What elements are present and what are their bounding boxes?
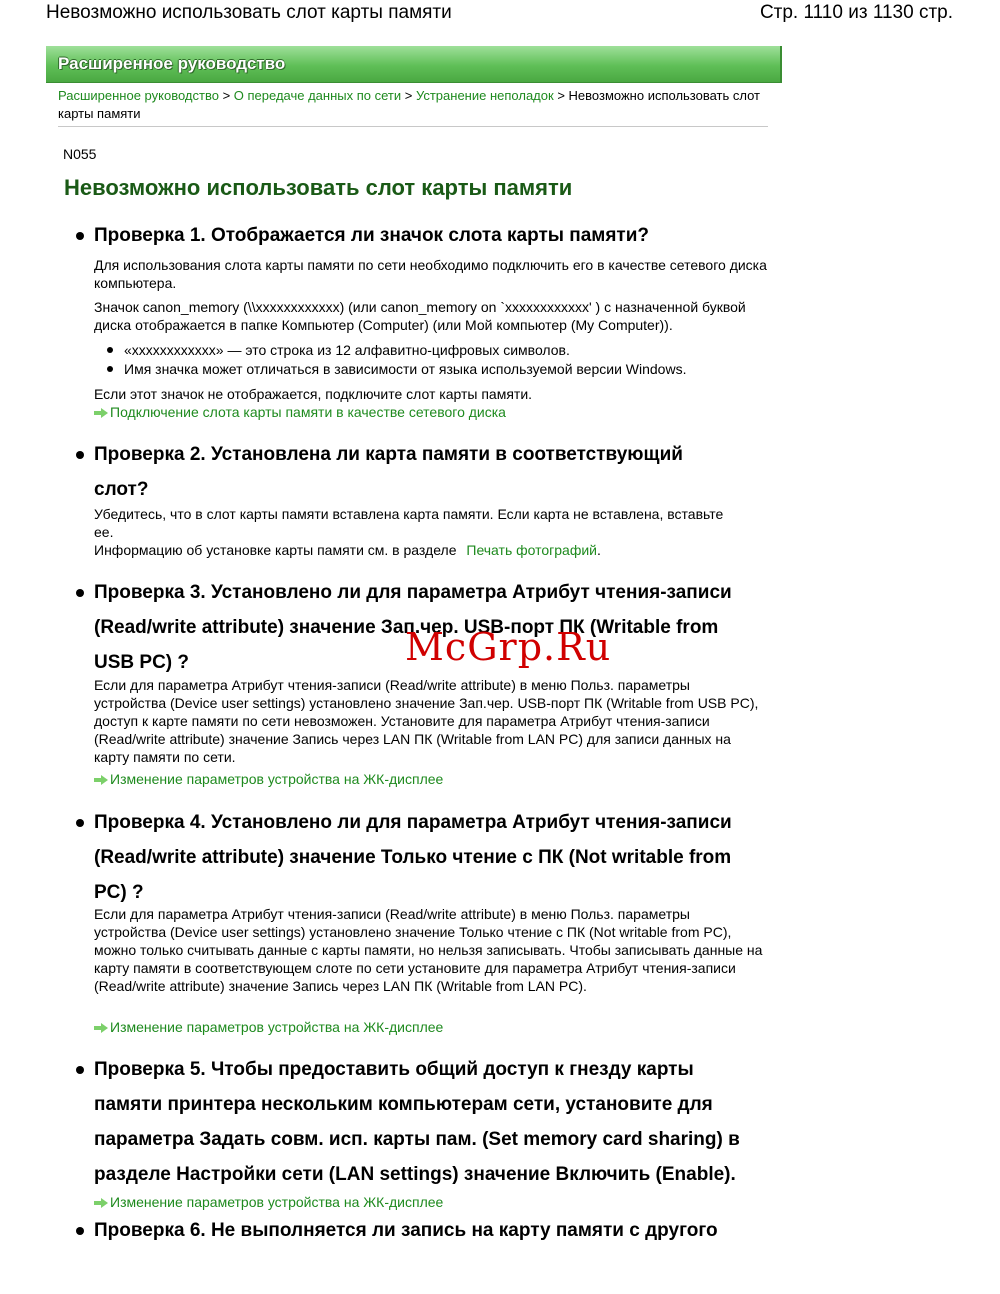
arrow-right-icon	[94, 1023, 108, 1033]
breadcrumb-link-advanced-guide[interactable]: Расширенное руководство	[58, 88, 219, 103]
watermark: McGrp.Ru	[405, 625, 612, 669]
page-header-title: Невозможно использовать слот карты памяти	[46, 2, 452, 23]
check-3-paragraph-1: Если для параметра Атрибут чтения-записи (Read/write attribute) в меню Польз. параметры устройства (Device user settings) установлено значение Зап.чер. USB-порт ПК (Writable from USB PC), доступ к карте памяти по сети невозможен. Установите для параметра Атрибут чтения-записи (Read/write attribute) значение Запись через LAN ПК (Writable from LAN PC) для записи данных на карту памяти по сети.	[94, 677, 759, 765]
bullet-icon	[76, 819, 84, 827]
check-3-heading-line-2: (Read/write attribute) значение Зап.чер. USB-порт ПК (Writable from	[94, 617, 719, 638]
link-connect-memory-slot[interactable]: Подключение слота карты памяти в качестве сетевого диска	[110, 404, 506, 420]
check-5-heading-line-2: памяти принтера нескольким компьютерам сети, установите для	[94, 1094, 713, 1115]
check-6-heading: Проверка 6. Не выполняется ли запись на карту памяти с другого	[94, 1220, 718, 1241]
arrow-right-icon	[94, 775, 108, 785]
sub-bullet-icon	[107, 347, 113, 353]
check-4-paragraph-1: Если для параметра Атрибут чтения-записи (Read/write attribute) в меню Польз. параметры устройства (Device user settings) установлено значение Только чтение с ПК (Not writable from PC), можно только считывать данные с карты памяти, но нельзя записывать. Чтобы записывать данные на карту памяти в соответствующем слоте по сети установите для параметра Атрибут чтения-записи (Read/write attribute) значение Запись через LAN ПК (Writable from LAN PC).	[94, 906, 763, 994]
check-1-paragraph-1: Для использования слота карты памяти по сети необходимо подключить его в качестве сетевого диска компьютера.	[94, 257, 767, 291]
check-5-heading-line-1: Проверка 5. Чтобы предоставить общий доступ к гнезду карты	[94, 1059, 694, 1080]
breadcrumb-link-troubleshooting[interactable]: Устранение неполадок	[415, 88, 554, 103]
page-title: Невозможно использовать слот карты памяти	[64, 175, 573, 200]
check-1-heading: Проверка 1. Отображается ли значок слота карты памяти?	[94, 225, 650, 246]
check-1-after-text: Если этот значок не отображается, подключите слот карты памяти.	[94, 386, 533, 402]
check-4-heading-line-2: (Read/write attribute) значение Только чтение с ПК (Not writable from	[94, 847, 732, 868]
link-change-device-settings[interactable]: Изменение параметров устройства на ЖК-дисплее	[110, 771, 444, 787]
check-2-ref-text: Информацию об установке карты памяти см. в разделе	[94, 542, 457, 558]
arrow-right-icon	[94, 1198, 108, 1208]
arrow-right-icon	[94, 408, 108, 418]
check-1-paragraph-2: Значок canon_memory (\\xxxxxxxxxxxx) (или canon_memory on `xxxxxxxxxxxx' ) с назначенной буквой диска отображается в папке Компьютер (Computer) (или Мой компьютер (My Computer)).	[94, 299, 746, 333]
check-1-link-row	[94, 403, 774, 421]
check-2-heading-line-1: Проверка 2. Установлена ли карта памяти в соответствующий	[94, 444, 683, 465]
breadcrumb-separator: >	[557, 88, 565, 103]
bullet-icon	[76, 589, 84, 597]
check-4-heading-line-3: PC) ?	[94, 882, 144, 903]
check-4-heading	[94, 805, 774, 910]
check-2-heading	[94, 437, 774, 507]
check-2-ref-end: .	[597, 542, 601, 558]
sub-bullet-icon	[107, 366, 113, 372]
section-banner	[46, 46, 782, 83]
bullet-icon	[76, 451, 84, 459]
check-2-paragraph-1: Убедитесь, что в слот карты памяти вставлена карта памяти. Если карта не вставлена, вставьте ее.	[94, 506, 724, 540]
breadcrumb-separator: >	[222, 88, 231, 103]
divider	[58, 126, 768, 127]
breadcrumb-link-network-transfer[interactable]: О передаче данных по сети	[233, 88, 402, 103]
link-change-device-settings[interactable]: Изменение параметров устройства на ЖК-дисплее	[110, 1194, 444, 1210]
banner-label: Расширенное руководство	[58, 54, 286, 73]
link-change-device-settings[interactable]: Изменение параметров устройства на ЖК-дисплее	[110, 1019, 444, 1035]
breadcrumb-current: Невозможно использовать слот карты памяти	[58, 88, 761, 121]
check-4-link-row	[94, 1018, 774, 1036]
check-1-bullet-1: «xxxxxxxxxxxx» — это строка из 12 алфавитно-цифровых символов.	[124, 342, 570, 358]
check-1-bullet-2: Имя значка может отличаться в зависимости от языка используемой версии Windows.	[124, 361, 687, 377]
breadcrumb	[58, 87, 768, 123]
bullet-icon	[76, 232, 84, 240]
check-4-heading-line-1: Проверка 4. Установлено ли для параметра Атрибут чтения-записи	[94, 812, 732, 833]
check-5-heading	[94, 1052, 774, 1192]
document-code: N055	[63, 146, 97, 162]
link-print-photos[interactable]: Печать фотографий	[466, 542, 598, 558]
check-2-heading-line-2: слот?	[94, 479, 149, 500]
check-3-link-row	[94, 770, 774, 788]
page-number: Стр. 1110 из 1130 стр.	[759, 2, 953, 23]
bullet-icon	[76, 1066, 84, 1074]
bullet-icon	[76, 1227, 84, 1235]
check-5-heading-line-4: разделе Настройки сети (LAN settings) значение Включить (Enable).	[94, 1164, 736, 1185]
check-3-heading-line-3: USB PC) ?	[94, 652, 189, 673]
check-3-heading-line-1: Проверка 3. Установлено ли для параметра Атрибут чтения-записи	[94, 582, 732, 603]
check-5-heading-line-3: параметра Задать совм. исп. карты пам. (Set memory card sharing) в	[94, 1129, 740, 1150]
check-5-link-row	[94, 1193, 774, 1211]
check-2-ref-row	[94, 541, 774, 559]
breadcrumb-separator: >	[404, 88, 413, 103]
